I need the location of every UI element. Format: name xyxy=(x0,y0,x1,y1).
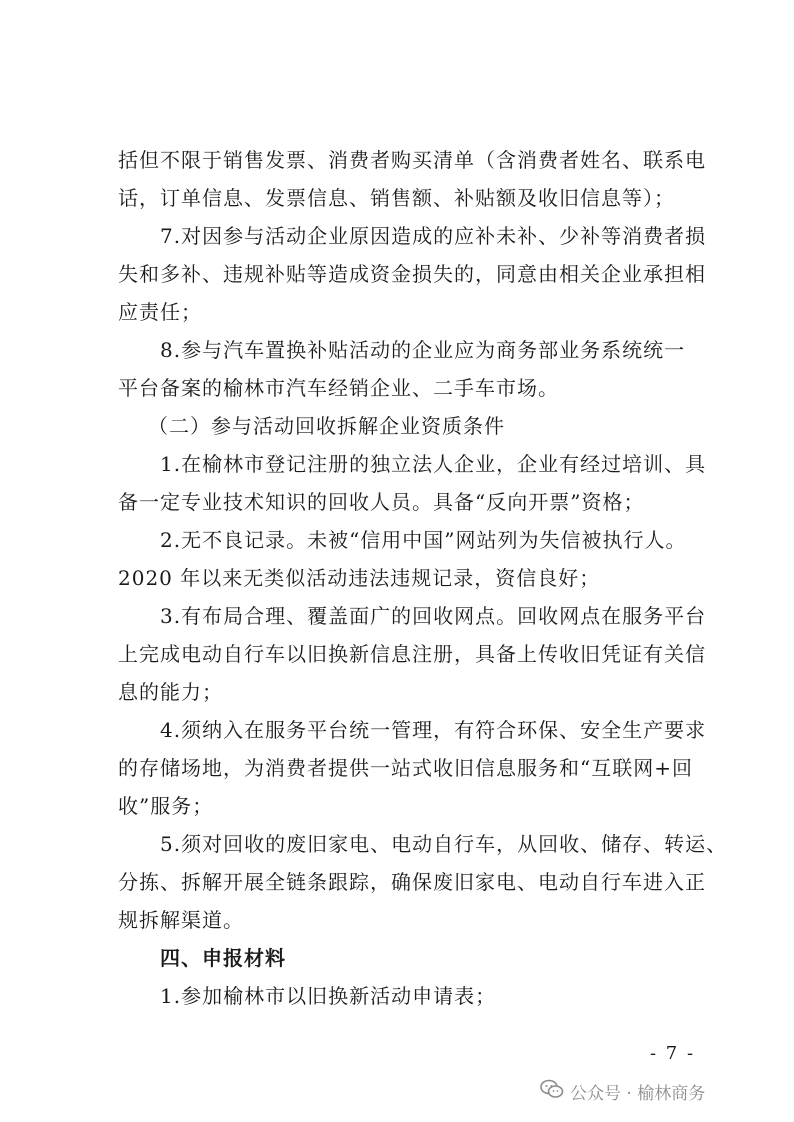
section-heading-bold: 四、申报材料 xyxy=(160,946,286,970)
text-line: 平台备案的榆林市汽车经销企业、二手车市场。 xyxy=(118,376,559,400)
wechat-icon xyxy=(540,1078,564,1105)
text-line: 5.须对回收的废旧家电、电动自行车，从回收、储存、转运、 xyxy=(160,832,728,856)
page-number: - 7 - xyxy=(650,1043,696,1064)
text-line: 1.参加榆林市以旧换新活动申请表； xyxy=(160,984,497,1008)
text-line: 息的能力； xyxy=(118,680,223,704)
text-line: 1.在榆林市登记注册的独立法人企业，企业有经过培训、具 xyxy=(160,452,707,476)
text-line: 7.对因参与活动企业原因造成的应补未补、少补等消费者损 xyxy=(160,224,707,248)
text-line: 备一定专业技术知识的回收人员。具备“反向开票”资格； xyxy=(118,490,645,514)
text-line: 应责任； xyxy=(118,300,202,324)
text-line: 失和多补、违规补贴等造成资金损失的，同意由相关企业承担相 xyxy=(118,262,706,286)
text-line: 上完成电动自行车以旧换新信息注册，具备上传收旧凭证有关信 xyxy=(118,642,706,666)
section-heading: （二）参与活动回收拆解企业资质条件 xyxy=(148,414,505,438)
text-line: 3.有布局合理、覆盖面广的回收网点。回收网点在服务平台 xyxy=(160,604,707,628)
text-line: 收”服务； xyxy=(118,794,214,818)
text-line: 话，订单信息、发票信息、销售额、补贴额及收旧信息等）； xyxy=(118,186,675,210)
text-line: 2.无不良记录。未被“信用中国”网站列为失信被执行人。 xyxy=(160,528,687,552)
watermark-text: 公众号 · 榆林商务 xyxy=(570,1083,706,1104)
text-line: 分拣、拆解开展全链条跟踪，确保废旧家电、电动自行车进入正 xyxy=(118,870,706,894)
text-line: 8.参与汽车置换补贴活动的企业应为商务部业务系统统一 xyxy=(160,338,686,362)
text-line: 括但不限于销售发票、消费者购买清单（含消费者姓名、联系电 xyxy=(118,148,706,172)
text-line: 4.须纳入在服务平台统一管理，有符合环保、安全生产要求 xyxy=(160,718,707,742)
text-line: 2020 年以来无类似活动违法违规记录，资信良好； xyxy=(118,566,601,590)
text-line: 规拆解渠道。 xyxy=(118,908,244,932)
watermark xyxy=(540,1077,705,1105)
text-line: 的存储场地，为消费者提供一站式收旧信息服务和“互联网+回 xyxy=(118,756,693,780)
